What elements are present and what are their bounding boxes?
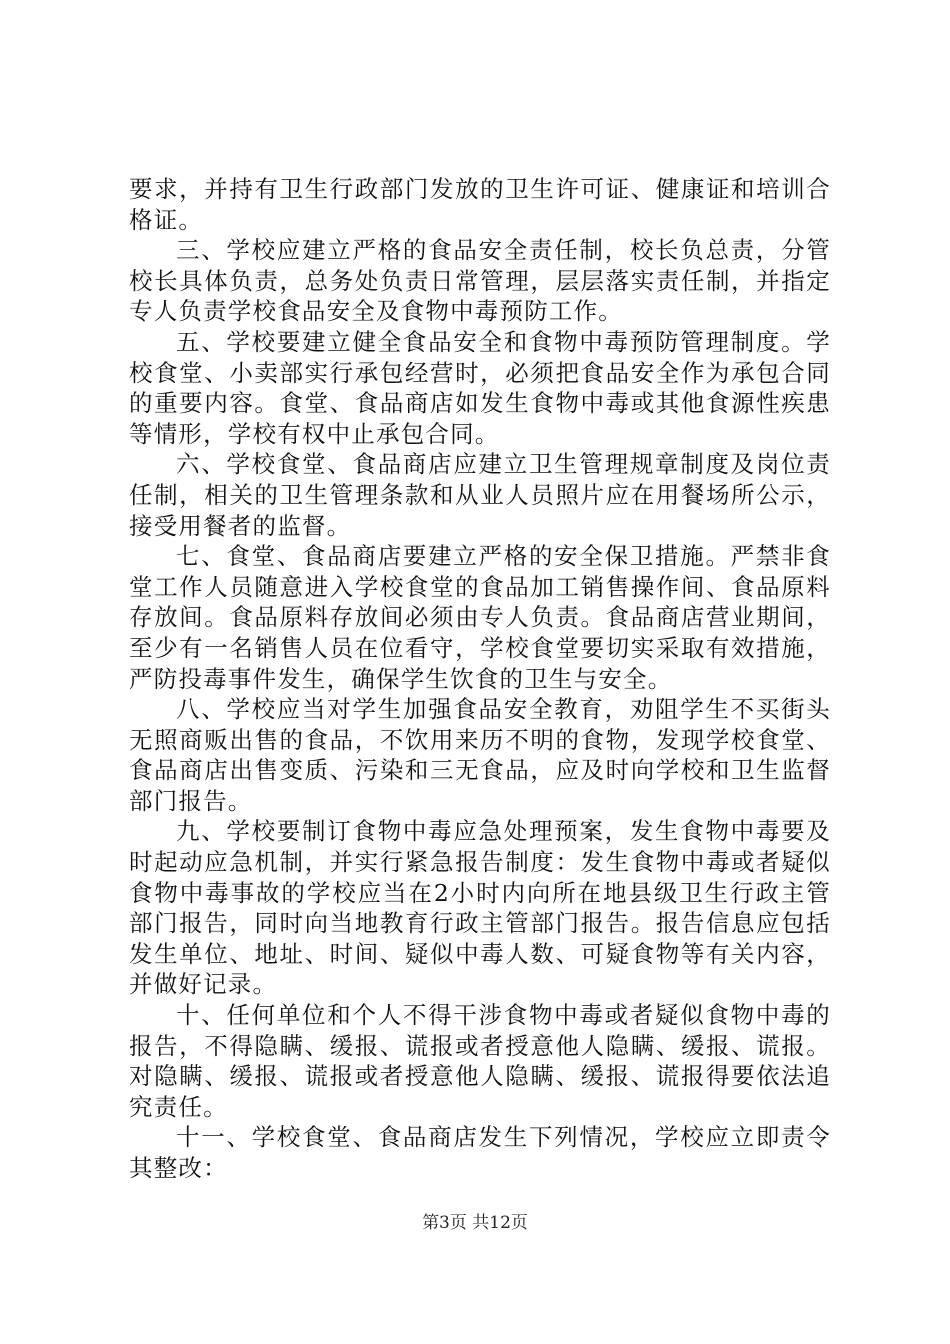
- paragraph-item-7: 七、食堂、食品商店要建立严格的安全保卫措施。严禁非食堂工作人员随意进入学校食堂的食品加工销售操作间、食品原料存放间。食品原料存放间必须由专人负责。食品商店营业期间，至少有一名销售人员在位看守，学校食堂要切实采取有效措施，严防投毒事件发生，确保学生饮食的卫生与安全。: [129, 542, 831, 693]
- paragraph-item-10: 十、任何单位和个人不得干涉食物中毒或者疑似食物中毒的报告，不得隐瞒、缓报、谎报或者授意他人隐瞒、缓报、谎报。对隐瞒、缓报、谎报或者授意他人隐瞒、缓报、谎报得要依法追究责任。: [129, 1001, 831, 1121]
- paragraph-item-11: 十一、学校食堂、食品商店发生下列情况，学校应立即责令其整改：: [129, 1123, 831, 1182]
- document-body: [129, 174, 831, 1184]
- paragraph-item-8: 八、学校应当对学生加强食品安全教育，劝阻学生不买街头无照商贩出售的食品，不饮用来历不明的食物，发现学校食堂、食品商店出售变质、污染和三无食品，应及时向学校和卫生监督部门报告。: [129, 695, 831, 815]
- paragraph-item-3: 三、学校应建立严格的食品安全责任制，校长负总责，分管校长具体负责，总务处负责日常管理，层层落实责任制，并指定专人负责学校食品安全及食物中毒预防工作。: [129, 236, 831, 326]
- paragraph-item-5: 五、学校要建立健全食品安全和食物中毒预防管理制度。学校食堂、小卖部实行承包经营时，必须把食品安全作为承包合同的重要内容。食堂、食品商店如发生食物中毒或其他食源性疾患等情形，学校有权中止承包合同。: [129, 327, 831, 448]
- paragraph-item-9: 九、学校要制订食物中毒应急处理预案，发生食物中毒要及时起动应急机制，并实行紧急报告制度：发生食物中毒或者疑似食物中毒事故的学校应当在2小时内向所在地县级卫生行政主管部门报告，同时向当地教育行政主管部门报告。报告信息应包括发生单位、地址、时间、疑似中毒人数、可疑食物等有关内容，并做好记录。: [129, 817, 831, 999]
- page-number-footer: 第3页 共12页: [422, 1213, 528, 1233]
- paragraph-continuation: 要求，并持有卫生行政部门发放的卫生许可证、健康证和培训合格证。: [129, 175, 831, 234]
- paragraph-item-6: 六、学校食堂、食品商店应建立卫生管理规章制度及岗位责任制，相关的卫生管理条款和从业人员照片应在用餐场所公示，接受用餐者的监督。: [129, 450, 831, 540]
